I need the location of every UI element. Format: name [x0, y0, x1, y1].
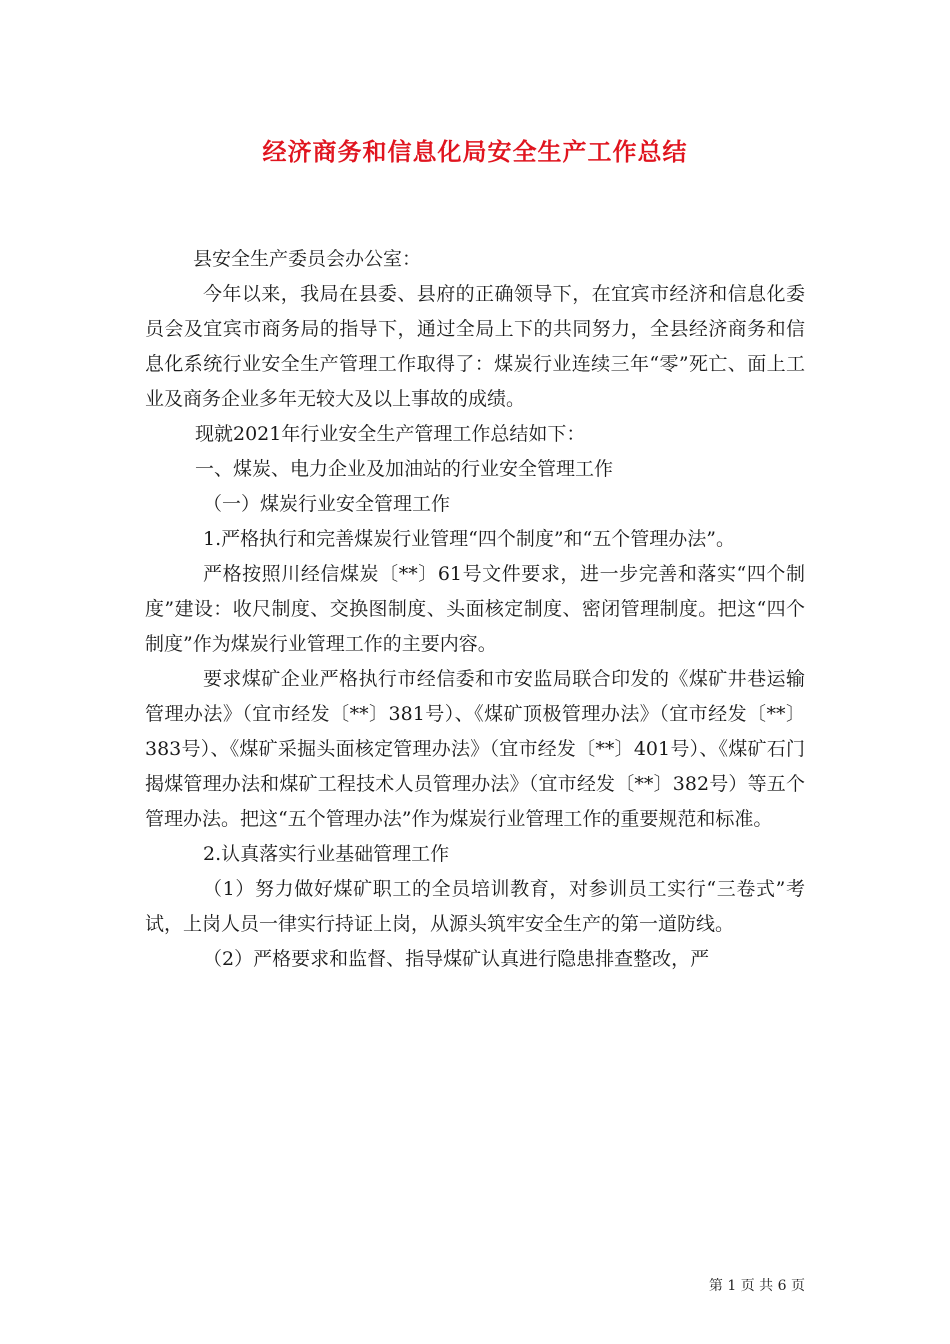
paragraph-five-measures: 要求煤矿企业严格执行市经信委和市安监局联合印发的《煤矿井巷运输管理办法》（宜市经发〔**〕381号）、《煤矿顶极管理办法》（宜市经发〔**〕383号）、《煤矿采掘头面核定管理办法》（宜市经发〔**〕401号）、《煤矿石门揭煤管理办法和煤矿工程技术人员管理办法》（宜市经发〔**〕382号）等五个管理办法。把这“五个管理办法”作为煤炭行业管理工作的重要规范和标准。 — [145, 668, 805, 830]
paragraph-summary-lead: 现就2021年行业安全生产管理工作总结如下： — [195, 423, 586, 445]
heading-section-1: 一、煤炭、电力企业及加油站的行业安全管理工作 — [195, 458, 614, 480]
paragraph-hazard-check: （2）严格要求和监督、指导煤矿认真进行隐患排查整改，严 — [203, 948, 710, 970]
paragraph-four-systems: 严格按照川经信煤炭〔**〕61号文件要求，进一步完善和落实“四个制度”建设：收尺制度、交换图制度、头面核定制度、密闭管理制度。把这“四个制度”作为煤炭行业管理工作的主要内容。 — [145, 563, 805, 655]
paragraph-training: （1）努力做好煤矿职工的全员培训教育，对参训员工实行“三卷式”考试，上岗人员一律实行持证上岗，从源头筑牢安全生产的第一道防线。 — [145, 878, 805, 935]
page-number: 第 1 页 共 6 页 — [708, 1278, 805, 1294]
heading-subsection-1: （一）煤炭行业安全管理工作 — [203, 493, 451, 515]
document-title: 经济商务和信息化局安全生产工作总结 — [262, 137, 688, 166]
paragraph-intro: 今年以来，我局在县委、县府的正确领导下，在宜宾市经济和信息化委员会及宜宾市商务局的指导下，通过全局上下的共同努力，全县经济商务和信息化系统行业安全生产管理工作取得了：煤炭行业连续三年“零”死亡、面上工业及商务企业多年无较大及以上事故的成绩。 — [145, 283, 805, 410]
heading-item-1: 1.严格执行和完善煤炭行业管理“四个制度”和“五个管理办法”。 — [203, 528, 735, 550]
paragraph-salutation: 县安全生产委员会办公室： — [193, 248, 422, 270]
heading-item-2: 2.认真落实行业基础管理工作 — [203, 843, 450, 865]
document-body — [145, 242, 805, 977]
